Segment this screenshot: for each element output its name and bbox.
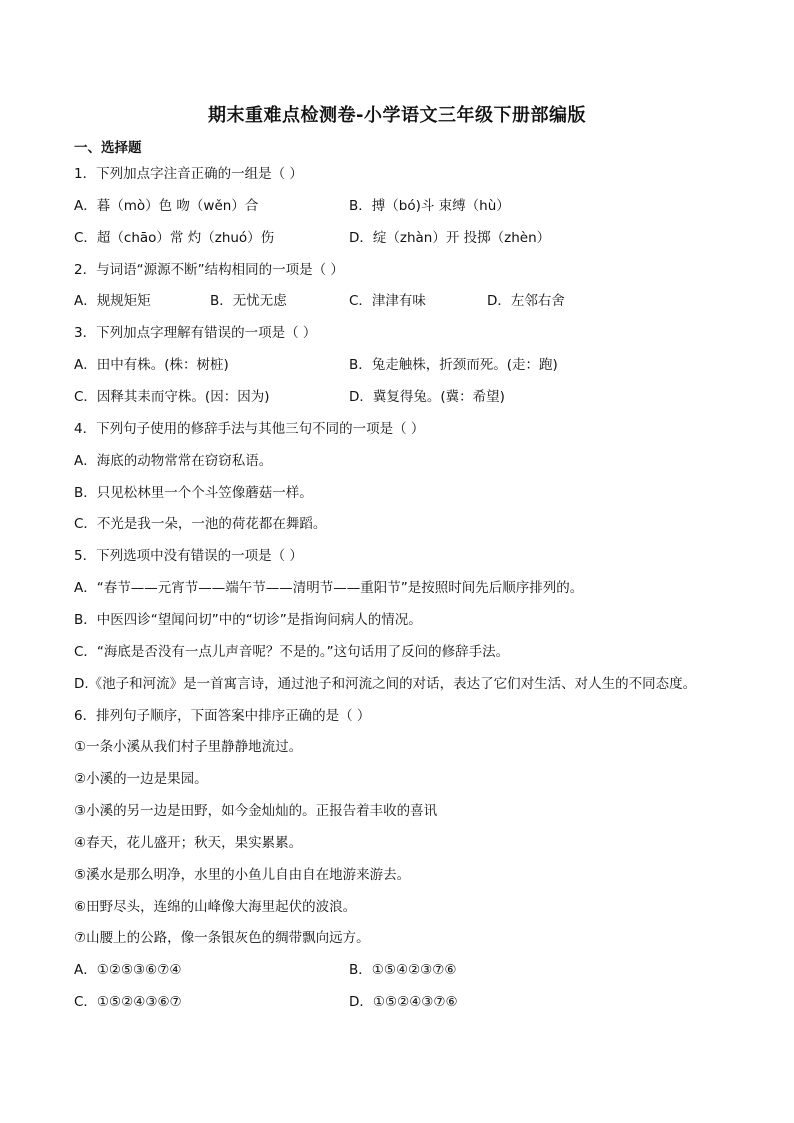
question-2-option-c[interactable]: C．津津有味 bbox=[349, 293, 426, 309]
question-5-stem: 5．下列选项中没有错误的一项是（ ） bbox=[74, 548, 303, 564]
question-4-option-b[interactable]: B．只见松林里一个个斗笠像蘑菇一样。 bbox=[74, 485, 313, 501]
question-1-option-d[interactable]: D．绽（zhàn）开 投掷（zhèn） bbox=[349, 230, 551, 246]
question-3-option-b[interactable]: B．兔走触株，折颈而死。(走：跑) bbox=[349, 357, 558, 373]
question-6-sentence-3: ③小溪的另一边是田野，如今金灿灿的。正报告着丰收的喜讯 bbox=[74, 803, 438, 819]
question-2-option-a[interactable]: A．规规矩矩 bbox=[74, 293, 151, 309]
question-5-option-b[interactable]: B．中医四诊“望闻问切”中的“切诊”是指询问病人的情况。 bbox=[74, 612, 422, 628]
question-2-option-b[interactable]: B．无忧无虑 bbox=[210, 293, 287, 309]
page-title: 期末重难点检测卷-小学语文三年级下册部编版 bbox=[208, 105, 586, 126]
question-6-sentence-1: ①一条小溪从我们村子里静静地流过。 bbox=[74, 739, 303, 755]
question-4-stem: 4．下列句子使用的修辞手法与其他三句不同的一项是（ ） bbox=[74, 421, 425, 437]
question-6-sentence-6: ⑥田野尽头，连绵的山峰像大海里起伏的波浪。 bbox=[74, 899, 357, 915]
question-6-option-a[interactable]: A．①②⑤③⑥⑦④ bbox=[74, 962, 182, 978]
question-6-sentence-5: ⑤溪水是那么明净，水里的小鱼儿自由自在地游来游去。 bbox=[74, 867, 411, 883]
question-3-option-d[interactable]: D．冀复得兔。(冀：希望) bbox=[349, 389, 505, 405]
question-3-stem: 3．下列加点字理解有错误的一项是（ ） bbox=[74, 325, 317, 341]
question-6-option-b[interactable]: B．①⑤④②③⑦⑥ bbox=[349, 962, 457, 978]
question-6-sentence-4: ④春天，花儿盛开；秋天，果实累累。 bbox=[74, 835, 303, 851]
question-3-option-a[interactable]: A．田中有株。(株：树桩) bbox=[74, 357, 229, 373]
question-6-option-c[interactable]: C．①⑤②④③⑥⑦ bbox=[74, 994, 182, 1010]
question-6-option-d[interactable]: D．①⑤②④③⑦⑥ bbox=[349, 994, 458, 1010]
question-4-option-a[interactable]: A．海底的动物常常在窃窃私语。 bbox=[74, 453, 273, 469]
question-4-option-c[interactable]: C．不光是我一朵，一池的荷花都在舞蹈。 bbox=[74, 516, 327, 532]
section-heading: 一、选择题 bbox=[74, 140, 142, 156]
question-1-option-c[interactable]: C．超（chāo）常 灼（zhuó）伤 bbox=[74, 230, 275, 246]
question-1-stem: 1．下列加点字注音正确的一组是（ ） bbox=[74, 166, 303, 182]
question-5-option-c[interactable]: C．“海底是否没有一点儿声音呢？不是的。”这句话用了反问的修辞手法。 bbox=[74, 644, 510, 660]
question-5-option-a[interactable]: A．“春节——元宵节——端午节——清明节——重阳节”是按照时间先后顺序排列的。 bbox=[74, 580, 584, 596]
question-2-stem: 2．与词语“源源不断”结构相同的一项是（ ） bbox=[74, 262, 344, 278]
question-3-option-c[interactable]: C．因释其耒而守株。(因：因为) bbox=[74, 389, 270, 405]
question-1-option-b[interactable]: B．搏（bó)斗 束缚（hù） bbox=[349, 198, 510, 214]
question-1-option-a[interactable]: A．暮（mò）色 吻（wěn）合 bbox=[74, 198, 259, 214]
question-6-sentence-7: ⑦山腰上的公路，像一条银灰色的绸带飘向远方。 bbox=[74, 930, 370, 946]
question-6-sentence-2: ②小溪的一边是果园。 bbox=[74, 771, 208, 787]
question-2-option-d[interactable]: D．左邻右舍 bbox=[487, 293, 565, 309]
question-5-option-d[interactable]: D.《池子和河流》是一首寓言诗，通过池子和河流之间的对话，表达了它们对生活、对人生的不同态度。 bbox=[74, 676, 697, 692]
question-6-stem: 6．排列句子顺序，下面答案中排序正确的是（ ） bbox=[74, 708, 371, 724]
